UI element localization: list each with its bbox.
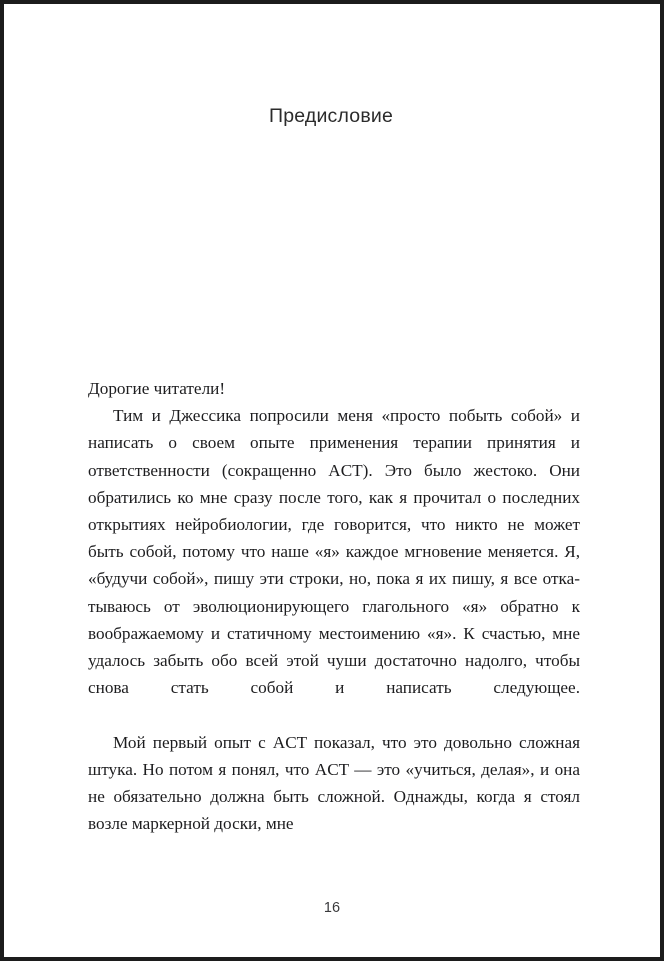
book-page	[4, 4, 660, 957]
page-number: 16	[323, 900, 341, 916]
body-text-block	[88, 375, 580, 837]
chapter-title: Предисловие	[269, 105, 394, 127]
paragraph-2: Мой первый опыт с ACT показал, что это довольно сложная штука. Но потом я понял, что ACT — это «учиться, делая», и она не обязательно должна быть сложной. Однажды, когда я стоял возле маркерной доски, мне	[88, 732, 580, 834]
paragraph-1: Тим и Джессика попросили меня «просто побыть собой» и написать о своем опыте применения терапии принятия и ответственности (сокращенно ACT). Это было жестоко. Они обратились ко мне сразу после того, как я прочитал о последних открытиях нейробиологии, где говорится, что никто не может быть собой, потому что наше «я» каждое мгновение меняется. Я, «будучи собой», пишу эти строки, но, пока я их пишу, я все откатываюсь от эволюционирующего глагольного «я» обратно к воображаемому и статичному местоимению «я». К счастью, мне удалось забыть обо всей этой чуши достаточно надолго, чтобы снова стать собой и написать следующее.	[88, 406, 580, 698]
paragraph-greeting: Дорогие читатели!	[88, 379, 226, 398]
